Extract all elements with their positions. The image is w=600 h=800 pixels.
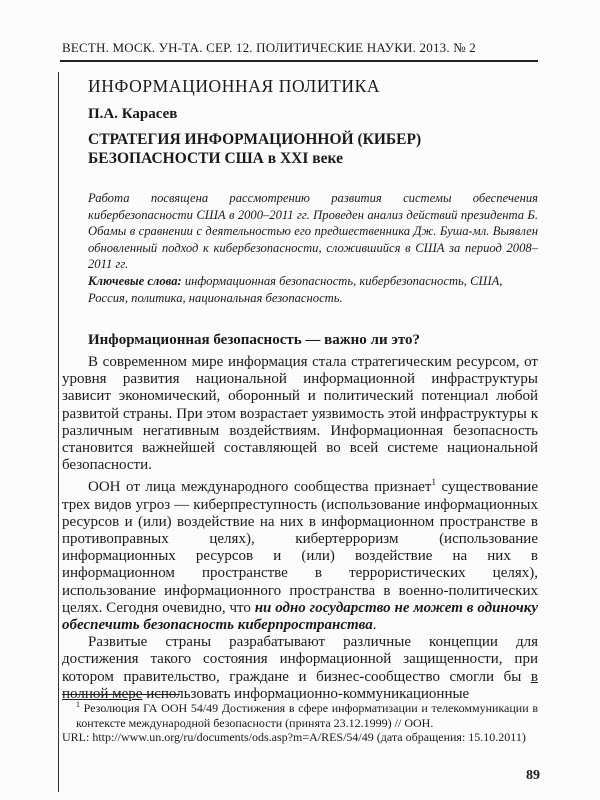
keywords-label: Ключевые слова:: [88, 274, 182, 288]
paragraph-3-end: использовать информационно-коммуникационные: [142, 685, 470, 702]
keywords-text: информационная безопасность, кибербезопасность, США, Россия, политика, национальная безопасность.: [88, 274, 503, 305]
article-title-line-2: БЕЗОПАСНОСТИ США в XXI веке: [88, 150, 343, 167]
footnote-text: Резолюция ГА ООН 54/49 Достижения в сфере информатизации и телекоммуникации в контексте международной безопасности (принята 23.12.1999) // ООН.: [76, 701, 538, 730]
footnote-ref: 1: [431, 477, 436, 488]
body-heading: Информационная безопасность — важно ли это?: [88, 332, 420, 348]
paragraph-2-emphasis: ни одно государство не может в одиночку обеспечить безопасность киберпространства: [62, 599, 538, 634]
abstract: Работа посвящена рассмотрению развития системы обеспечения кибербезопасности США в 2000–2011 гг. Проведен анализ действий президента Б. Обамы в сравнении с деятельностью его предшественника Дж. Буша-мл. Выявлен обновленный подход к кибербезопасности, сложившийся в США за период 2008–2011 гг.: [88, 191, 538, 271]
header-rule: [60, 60, 538, 62]
author-name: П.А. Карасев: [88, 106, 178, 122]
section-title: ИНФОРМАЦИОННАЯ ПОЛИТИКА: [88, 76, 381, 96]
running-head: ВЕСТН. МОСК. УН-ТА. СЕР. 12. ПОЛИТИЧЕСКИЕ НАУКИ. 2013. № 2: [62, 40, 477, 55]
paragraph-3-start: Развитые страны разрабатывают различные концепции для достижения такого состояния информационной защищенности, при котором правительство, граждане и бизнес-сообщество смогли бы: [62, 634, 538, 685]
page-number: 89: [526, 768, 540, 783]
footnote-rule: [62, 694, 180, 695]
paragraph-3: [62, 634, 538, 703]
paragraph-2-end: .: [372, 617, 377, 634]
paragraph-1: В современном мире информация стала стратегическим ресурсом, от уровня развития национальной информационной инфраструктуры зависит экономический, оборонный и политический потенциал любой развитой страны. При этом возрастает уязвимость этой инфраструктуры к различным негативным воздействиям. Информационная безопасность становится важнейшей составляющей во всей системе национальной безопасности.: [62, 354, 538, 474]
paragraph-2: [62, 474, 538, 634]
footnote: [62, 698, 538, 745]
article-title-line-1: СТРАТЕГИЯ ИНФОРМАЦИОННОЙ (КИБЕР): [88, 131, 422, 148]
left-margin-rule: [58, 72, 59, 792]
keywords: [88, 273, 538, 306]
footnote-line-1: [62, 698, 538, 730]
footnote-marker: 1: [76, 700, 80, 709]
paragraph-2-middle: существование трех видов угроз — киберпреступность (использование информационных ресурсов и (или) воздействие на них в информационном пространстве в противоправных целях), кибертерроризм (использование информационных ресурсов и (или) воздействие на них в информационном пространстве в террористических целях), использование информационного пространства в военно-политических целях. Сегодня очевидно, что: [62, 479, 538, 616]
body-text: [62, 354, 538, 703]
footnote-url: URL: http://www.un.org/ru/documents/ods.asp?m=A/RES/54/49 (дата обращения: 15.10.2011): [62, 730, 526, 744]
paragraph-2-start: ООН от лица международного сообщества признает: [88, 479, 432, 496]
paragraph-3-underlined: в полной мере: [62, 668, 538, 702]
article-title: [88, 130, 528, 168]
